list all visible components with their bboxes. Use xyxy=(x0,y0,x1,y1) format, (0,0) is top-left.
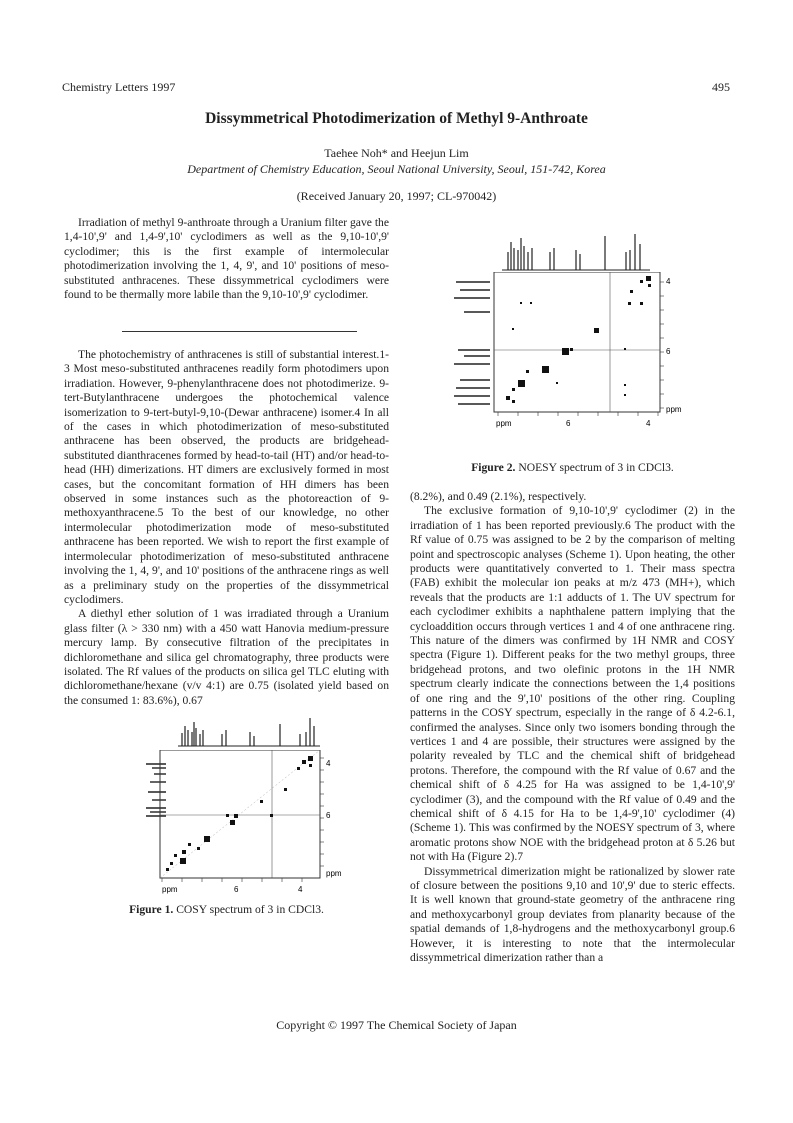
caption-label: Figure 1. xyxy=(129,903,174,916)
axis-tick: 6 xyxy=(666,347,671,356)
axis-label: ppm xyxy=(326,869,342,878)
cosy-contour-panel xyxy=(152,750,382,900)
paragraph: The photochemistry of anthracenes is still of substantial interest.1-3 Most meso-substituted anthracenes readily form photodimers upon irradiation. However, 9-phenylanthracene does not photodimerize. 9-tert-Butylanthracene undergoes the photochemical valence isomerization to 9-tert-butyl-9,10-(Dewar anthracene) isomer.4 In all of the cases in which photodimerization of meso-substituted anthracene has been observed, the products are bridgehead-substituted dianthracenes formed by head-to-tail (HT) and/or head-to-head (HH) dimerizations. HT dimers are exclusively formed in most cases, but the concomitant formation of HH dimers has been observed in some instances such as the photoreaction of 9-methoxyanthracene.5 To the best of our knowledge, no other intermolecular photodimerization mode of meso-substituted anthracene has been reported. We wish to report the first example of intermolecular photodimerization of meso-substituted anthracene involving the 1, 4, 9', and 10' positions of the anthracene rings as well as a preliminary study on the properties of the dissymmetrical cyclodimers. xyxy=(64,348,389,606)
copyright-footer: Copyright © 1997 The Chemical Society of Japan xyxy=(276,1018,517,1032)
article-title: Dissymmetrical Photodimerization of Methyl 9-Anthroate xyxy=(205,110,588,127)
figure-2 xyxy=(450,230,695,462)
journal-name: Chemistry Letters 1997 xyxy=(62,80,176,94)
axis-label: ppm xyxy=(666,405,682,414)
caption-label: Figure 2. xyxy=(471,461,516,474)
figure-2-caption xyxy=(410,461,735,474)
body-right-column xyxy=(410,490,735,965)
abstract xyxy=(64,216,389,302)
page-number: 495 xyxy=(712,80,730,94)
axis-tick: 4 xyxy=(326,759,331,768)
authors: Taehee Noh* and Heejun Lim xyxy=(324,146,469,160)
axis-tick: 4 xyxy=(298,885,303,894)
caption-text: NOESY spectrum of 3 in CDCl3. xyxy=(518,461,674,474)
abstract-divider xyxy=(122,331,357,332)
figure-1-caption xyxy=(64,903,389,916)
axis-tick: 4 xyxy=(666,277,671,286)
paragraph: The exclusive formation of 9,10-10',9' cyclodimer (2) in the irradiation of 1 has been reported previously.6 The product with the Rf value of 0.75 was assigned to be 2 by the comparison of melting point and spectroscopic analyses (Scheme 1). Upon heating, the other products were quantitatively converted to 1. Their mass spectra (FAB) exhibit the molecular ion peaks at m/z 473 (MH+), which reveals that the products are 1:1 adducts of 1. The UV spectrum for each cyclodimer exhibits a naphthalene pattern implying that the cycloaddition occurs through vertices 1 and 4 of one anthracene ring. This nature of the dimers was confirmed by 1H NMR and COSY spectra (Figure 1). Different peaks for the two methyl groups, three bridgehead protons, and two olefinic protons in the 1H NMR spectrum clearly indicate the connections between the 1,4 positions of one ring and the 9',10' positions of the other ring. Coupling patterns in the COSY spectrum, especially in the range of δ 4.2-6.1, confirmed the analyses. Since only two isomers bonding through the vertices 1 and 4 are possible, their structures were assigned by the polarity revealed by TLC and the chemical shift of bridgehead protons. Therefore, the compound with the Rf value of 0.67 and the chemical shift of δ 4.25 for Ha was assigned to be 1,4-10',9' cyclodimer (3), and the compound with the Rf value of 0.49 and the chemical shift of δ 4.15 for Ha to be 1,4-9',10' cyclodimer (4) (Scheme 1). This was confirmed by the NOESY spectrum of 3, where aromatic protons show NOE with the bridgehead proton at δ 5.26 but not with Ha (Figure 2).7 xyxy=(410,504,735,864)
axis-tick: 6 xyxy=(234,885,239,894)
axis-tick: 6 xyxy=(566,419,571,428)
paragraph: Dissymmetrical dimerization might be rationalized by slower rate of closure between the positions 9,10 and 10',9' due to steric effects. It is well known that ground-state geometry of the anthracene ring and methoxycarbonyl group deviates from planarity because of the spatial demands of 1,8-hydrogens and the methoxycarbonyl group.6 However, it is interesting to note that the intermolecular dissymmetrical dimerization rather than a xyxy=(410,864,735,964)
abstract-text: Irradiation of methyl 9-anthroate through a Uranium filter gave the 1,4-10',9' and 1,4-9',10' cyclodimers as well as the 9,10-10',9' cyclodimer; this is the first example of intermolecular photodimerization involving the 1, 4, 9', and 10' positions of meso-substituted anthracenes. These dissymmetrical cyclodimers were found to be thermally more labile than the 9,10-10',9' cyclodimer. xyxy=(64,216,389,302)
paragraph: A diethyl ether solution of 1 was irradiated through a Uranium glass filter (λ > 330 nm) with a 450 watt Hanovia medium-pressure mercury lamp. By consecutive filtration of the precipitates in dichloromethane and silica gel chromatography, three products were isolated. The Rf values of the products on silica gel TLC eluting with dichloromethane/hexane (v/v 4:1) are 0.75 (isolated yield based on the consumed 1: 83.6%), 0.67 xyxy=(64,607,389,707)
caption-text: COSY spectrum of 3 in CDCl3. xyxy=(176,903,324,916)
axis-tick: 6 xyxy=(326,811,331,820)
received-date: (Received January 20, 1997; CL-970042) xyxy=(296,189,497,203)
figure-1 xyxy=(140,708,385,894)
body-left-column xyxy=(64,348,389,708)
paragraph: (8.2%), and 0.49 (2.1%), respectively. xyxy=(410,490,587,503)
affiliation: Department of Chemistry Education, Seoul National University, Seoul, 151-742, Korea xyxy=(187,162,606,176)
axis-label: ppm xyxy=(496,419,512,428)
noesy-contour-panel xyxy=(450,272,695,452)
axis-tick: 4 xyxy=(646,419,651,428)
axis-label: ppm xyxy=(162,885,178,894)
